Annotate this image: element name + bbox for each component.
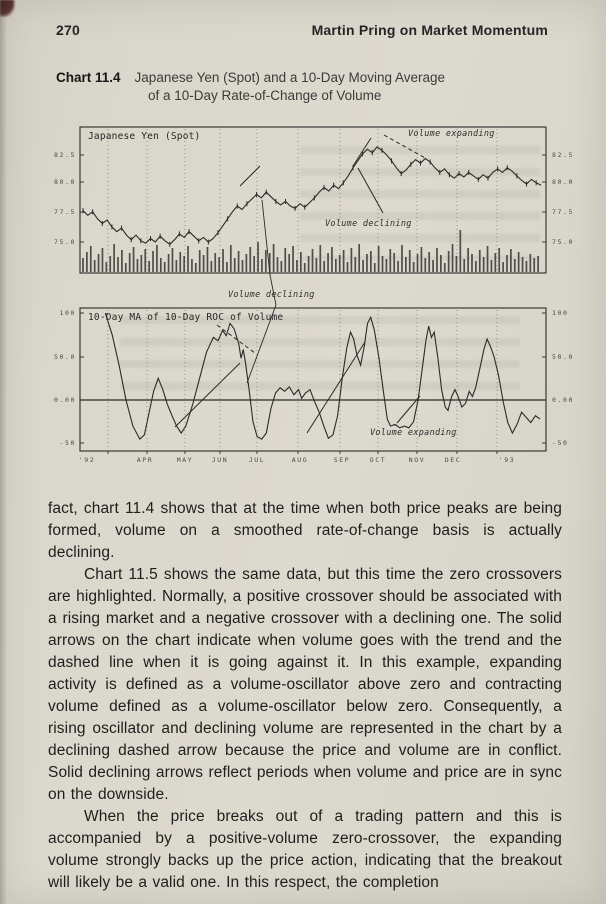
osc-ytick-left: -50 xyxy=(59,439,76,447)
price-series xyxy=(83,147,541,244)
osc-ytick-left: 100 xyxy=(59,309,76,317)
month-label: '93 xyxy=(498,456,516,464)
price-annotation-label: Volume expanding xyxy=(408,129,495,139)
month-label: MAY xyxy=(176,456,194,464)
osc-ytick-right: -50 xyxy=(552,439,569,447)
month-label: AUG xyxy=(291,456,309,464)
chart-caption-line1: Japanese Yen (Spot) and a 10-Day Moving Average xyxy=(134,70,446,85)
oscillator-series xyxy=(105,313,540,439)
osc-ytick-right: 100 xyxy=(552,309,569,317)
price-ytick-left: 82.5 xyxy=(53,151,76,159)
price-ytick-right: 75.0 xyxy=(552,238,575,246)
month-label: OCT xyxy=(369,456,387,464)
paragraph: fact, chart 11.4 shows that at the time when both price peaks are being formed, volume on a smoothed rate-of-change basis is actually declining. xyxy=(48,500,562,561)
chart-11-4-figure xyxy=(36,120,576,492)
month-label: JUN xyxy=(211,456,229,464)
body-text xyxy=(48,498,562,894)
oscillator-annotation-arrow xyxy=(217,325,255,353)
month-label: '92 xyxy=(78,456,96,464)
price-ytick-left: 75.0 xyxy=(53,238,76,246)
month-label: JUL xyxy=(248,456,266,464)
scan-edge-shade xyxy=(0,0,7,904)
price-ytick-left: 77.5 xyxy=(53,208,76,216)
price-ytick-right: 80.0 xyxy=(552,178,575,186)
price-ytick-right: 77.5 xyxy=(552,208,575,216)
chart-caption-line2: of a 10-Day Rate-of-Change of Volume xyxy=(148,88,382,103)
osc-ytick-left: 0.00 xyxy=(53,396,76,404)
oscillator-annotation-label: Volume expanding xyxy=(370,428,457,438)
oscillator-panel-title: 10-Day MA of 10-Day ROC of Volume xyxy=(88,312,284,323)
price-annotation-arrow xyxy=(358,168,383,213)
price-annotation-label: Volume declining xyxy=(325,219,412,229)
chart-11-4 xyxy=(36,120,576,492)
oscillator-annotation-arrow xyxy=(307,342,365,433)
price-annotation-arrow xyxy=(353,138,371,166)
price-ytick-left: 80.0 xyxy=(53,178,76,186)
month-label: NOV xyxy=(408,456,426,464)
between-panels-label: Volume declining xyxy=(228,290,315,300)
running-head xyxy=(56,22,548,42)
month-label: APR xyxy=(136,456,154,464)
oscillator-panel-frame xyxy=(80,308,546,451)
price-panel-title: Japanese Yen (Spot) xyxy=(88,131,201,142)
chart-caption xyxy=(56,69,536,105)
osc-ytick-left: 50.0 xyxy=(53,353,76,361)
price-ytick-right: 82.5 xyxy=(552,151,575,159)
paragraph: When the price breaks out of a trading pattern and this is accompanied by a positive-volume zero-crossover, the expanding volume strongly backs up the price action, indicating that the breakout will likely be a valid one. In this respect, the completion xyxy=(48,808,562,891)
page-number: 270 xyxy=(56,22,80,38)
chart-caption-label: Chart 11.4 xyxy=(56,70,121,85)
month-label: SEP xyxy=(333,456,351,464)
book-title: Martin Pring on Market Momentum xyxy=(311,22,548,38)
osc-ytick-right: 50.0 xyxy=(552,353,575,361)
month-label: DEC xyxy=(444,456,462,464)
price-annotation-arrow xyxy=(240,166,260,186)
osc-ytick-right: 0.00 xyxy=(552,396,575,404)
paragraph: Chart 11.5 shows the same data, but this time the zero crossovers are highlighted. Normally, a positive crossover should be associated with a rising market and a negative crossover with a declining one. The solid arrows on the chart indicate when volume goes with the trend and the dashed line when it is going against it. In this example, expanding activity is defined as a volume-oscillator above zero and contracting volume defined as a volume-oscillator below zero. Consequently, a rising oscillator and declining volume are represented in the chart by a declining dashed arrow because the price and volume are in conflict. Solid declining arrows reflect periods when volume and price are in sync on the downside. xyxy=(48,566,562,803)
